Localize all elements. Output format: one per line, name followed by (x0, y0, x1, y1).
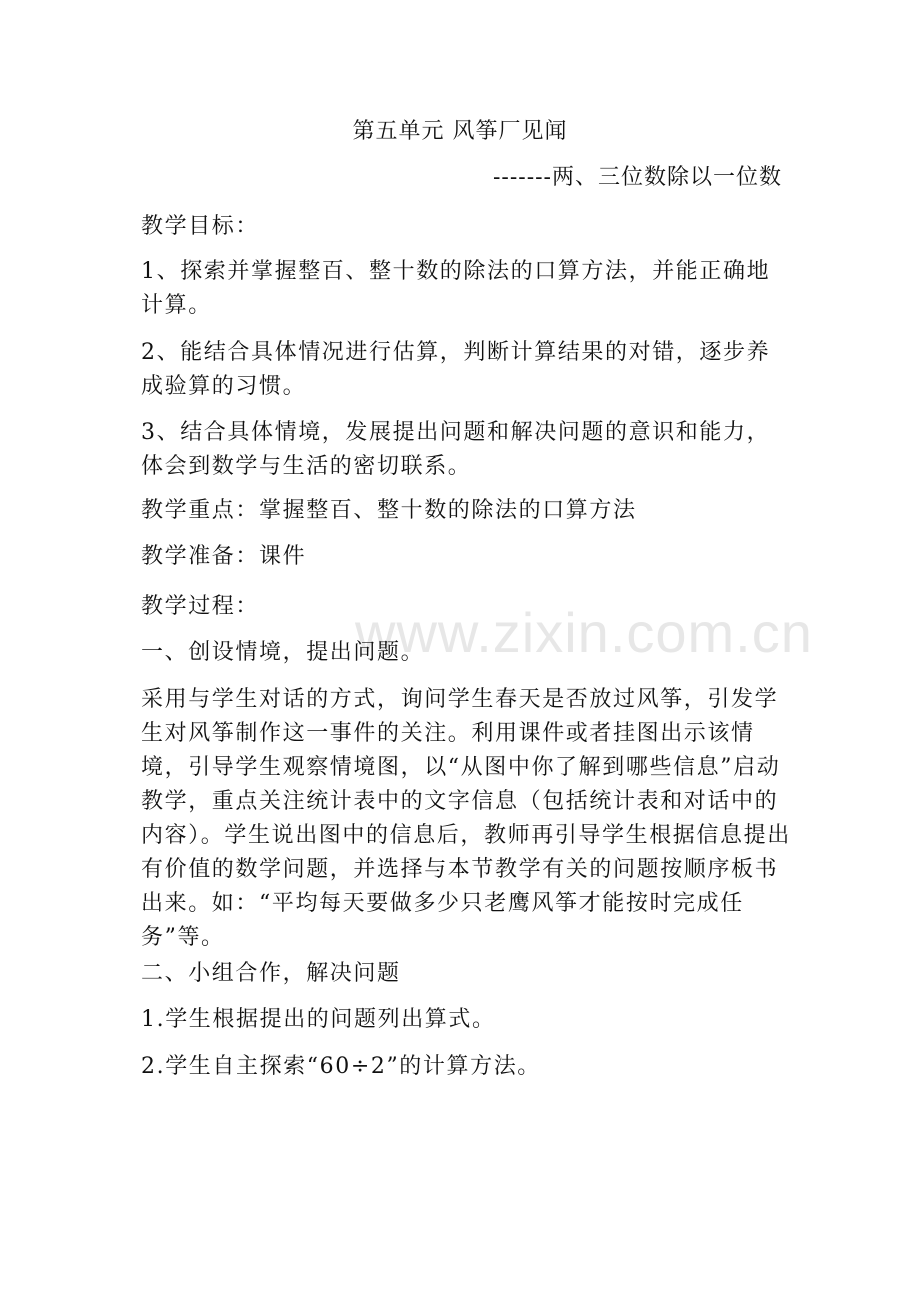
paragraph-key-point: 教学重点：掌握整百、整十数的除法的口算方法 (141, 498, 637, 523)
paragraph-section-2-heading: 二、小组合作，解决问题 (141, 961, 401, 986)
document-title: 第五单元 风筝厂见闻 (352, 119, 568, 144)
paragraph-preparation: 教学准备：课件 (141, 544, 307, 569)
document-subtitle: -------两、三位数除以一位数 (492, 165, 782, 190)
paragraph-section-1-heading: 一、创设情境，提出问题。 (141, 640, 425, 665)
paragraph-step-1: 1.学生根据提出的问题列出算式。 (141, 1007, 496, 1032)
paragraph-teaching-goals-heading: 教学目标： (141, 214, 260, 239)
paragraph-section-1-body: 采用与学生对话的方式，询问学生春天是否放过风筝，引发学生对风筝制作这一事件的关注。利用课件或者挂图出示该情境，引导学生观察情境图，以“从图中你了解到哪些信息”启动教学，重点关注统计表中的文字信息（包括统计表和对话中的内容）。学生说出图中的信息后，教师再引导学生根据信息提出有价值的数学问题，并选择与本节教学有关的问题按顺序板书出来。如：“平均每天要做多少只老鹰风筝才能按时完成任务”等。 (141, 687, 791, 950)
paragraph-goal-3: 3、结合具体情境，发展提出问题和解决问题的意识和能力，体会到数学与生活的密切联系。 (141, 420, 771, 479)
paragraph-goal-2: 2、能结合具体情况进行估算，判断计算结果的对错，逐步养成验算的习惯。 (141, 340, 771, 399)
watermark: www.zixin.com.cn (355, 601, 813, 664)
paragraph-process-heading: 教学过程： (141, 594, 260, 619)
paragraph-goal-1: 1、探索并掌握整百、整十数的除法的口算方法，并能正确地计算。 (141, 259, 771, 318)
paragraph-step-2: 2.学生自主探索“60÷2”的计算方法。 (141, 1054, 541, 1079)
